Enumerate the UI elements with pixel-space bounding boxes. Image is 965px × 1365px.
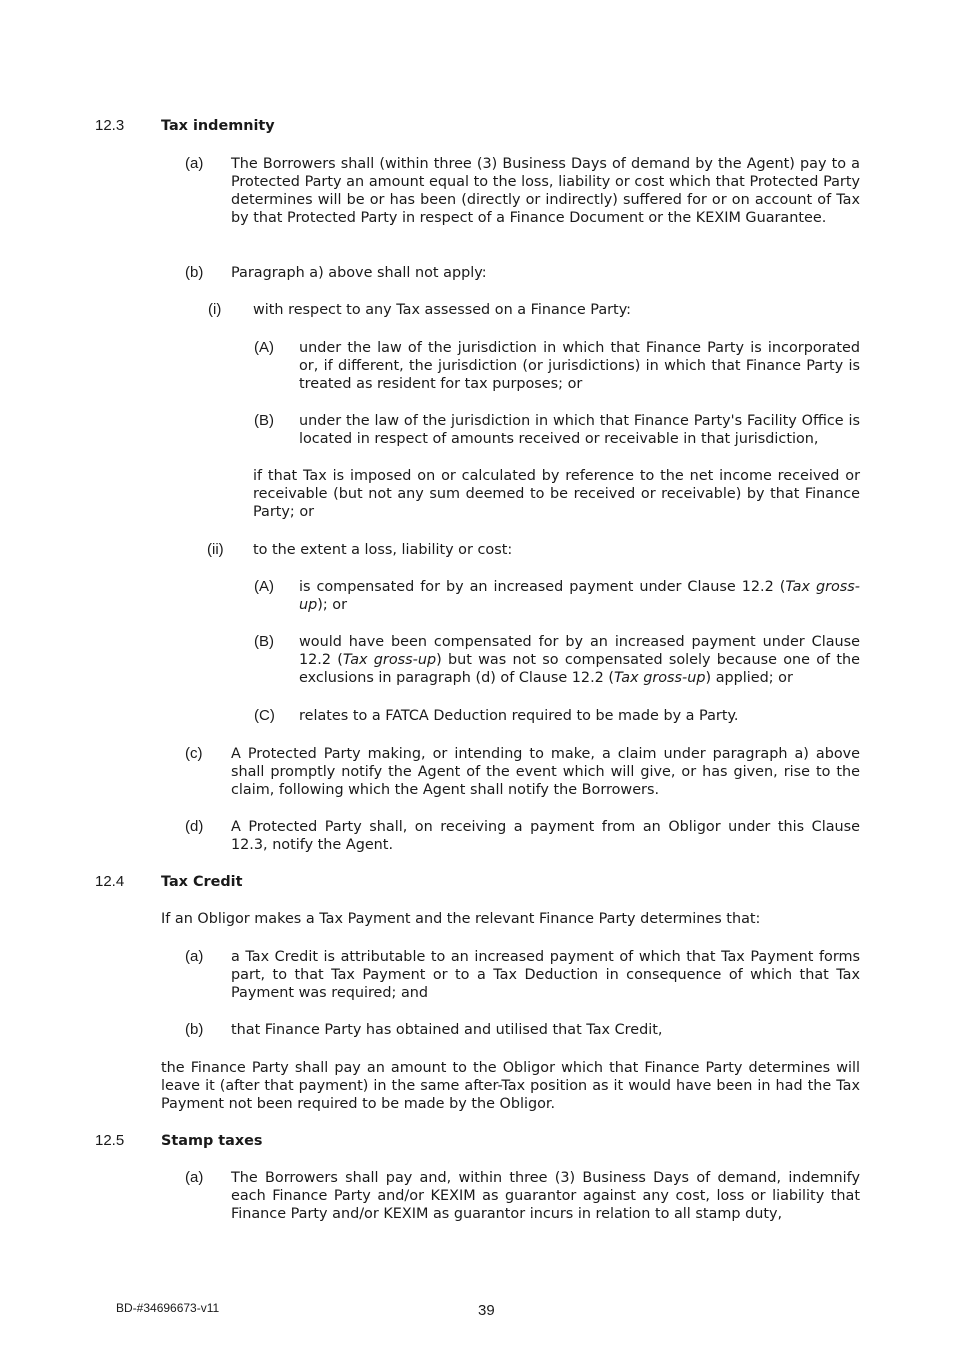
item-label: (C): [254, 707, 275, 724]
clause-label: (c): [185, 745, 203, 762]
clause-label: (b): [185, 264, 204, 281]
subclause-text: with respect to any Tax assessed on a Finance Party:: [253, 302, 632, 318]
item-label: (B): [254, 633, 274, 650]
item-label: (B): [254, 412, 274, 429]
clause-text: The Borrowers shall pay and, within three (3) Business Days of demand, indemnify each Finance Party and/or KEXIM as guarantor against any cost, loss or liability that Finance Party and/or KEXIM as guarantor incurs in relation to all stamp duty,: [231, 1170, 860, 1222]
clause-label: (b): [185, 1021, 204, 1038]
subclause-continuation: if that Tax is imposed on or calculated by reference to the net income received or receivable (but not any sum deemed to be received or receivable) by that Finance Party; or: [253, 468, 860, 520]
section-heading: Tax indemnity: [161, 118, 275, 134]
section-number: 12.4: [95, 873, 125, 890]
document-reference: BD-#34696673-v11: [116, 1301, 220, 1315]
clause-text: A Protected Party making, or intending to make, a claim under paragraph a) above shall promptly notify the Agent of the event which will give, or has given, rise to the claim, following which the Agent shall notify the Borrowers.: [231, 746, 860, 798]
item-text: would have been compensated for by an increased payment under Clause 12.2 (Tax gross-up) but was not so compensated solely because one of the exclusions in paragraph (d) of Clause 12.2 (Tax gross-up) applied; or: [299, 634, 860, 686]
item-label: (A): [254, 578, 274, 595]
section-intro: If an Obligor makes a Tax Payment and the relevant Finance Party determines that:: [161, 911, 761, 927]
section-number: 12.5: [95, 1132, 125, 1149]
item-label: (A): [254, 339, 274, 356]
subclause-text: to the extent a loss, liability or cost:: [253, 542, 513, 558]
clause-label: (d): [185, 818, 204, 835]
subclause-label: (ii): [207, 541, 224, 558]
item-text: under the law of the jurisdiction in which that Finance Party is incorporated or, if different, the jurisdiction (or jurisdictions) in which that Finance Party is treated as resident for tax purposes; or: [299, 340, 860, 392]
clause-text: that Finance Party has obtained and utilised that Tax Credit,: [231, 1022, 663, 1038]
clause-text: a Tax Credit is attributable to an increased payment of which that Tax Payment forms part, to that Tax Payment or to a Tax Deduction in consequence of which that Tax Payment was required; and: [231, 949, 860, 1001]
page-number: 39: [478, 1302, 495, 1319]
item-text: relates to a FATCA Deduction required to be made by a Party.: [299, 708, 739, 724]
item-text: under the law of the jurisdiction in which that Finance Party's Facility Office is located in respect of amounts received or receivable in that jurisdiction,: [299, 413, 860, 447]
section-number: 12.3: [95, 117, 125, 134]
subclause-label: (i): [208, 301, 222, 318]
clause-text: The Borrowers shall (within three (3) Business Days of demand by the Agent) pay to a Protected Party an amount equal to the loss, liability or cost which that Protected Party determines will be or has been (directly or indirectly) suffered for or on account of Tax by that Protected Party in respect of a Finance Document or the KEXIM Guarantee.: [231, 156, 860, 226]
clause-label: (a): [185, 1169, 204, 1186]
clause-label: (a): [185, 948, 204, 965]
clause-text: A Protected Party shall, on receiving a payment from an Obligor under this Clause 12.3, notify the Agent.: [231, 819, 860, 853]
clause-label: (a): [185, 155, 204, 172]
section-heading: Stamp taxes: [161, 1133, 263, 1149]
clause-text: Paragraph a) above shall not apply:: [231, 265, 487, 281]
section-heading: Tax Credit: [161, 874, 243, 890]
section-outro: the Finance Party shall pay an amount to the Obligor which that Finance Party determines will leave it (after that payment) in the same after-Tax position as it would have been in had the Tax Payment not been required to be made by the Obligor.: [161, 1060, 860, 1112]
item-text: is compensated for by an increased payment under Clause 12.2 (Tax gross-up); or: [299, 579, 860, 613]
